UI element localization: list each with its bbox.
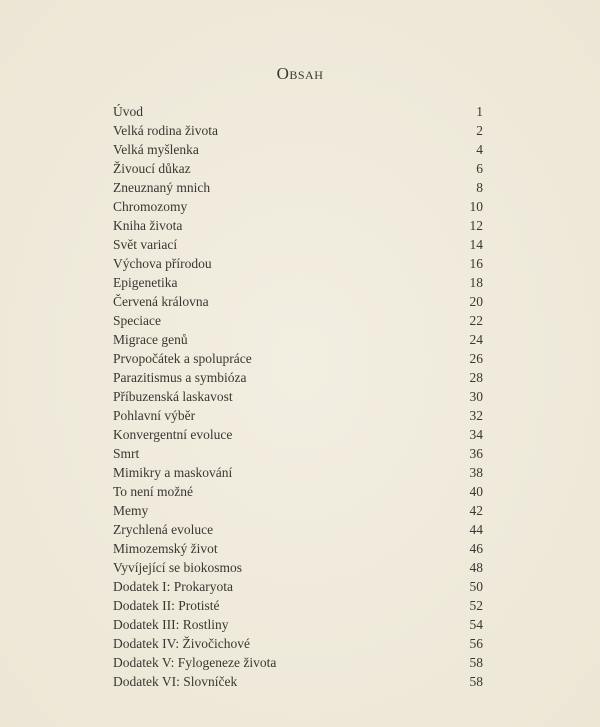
toc-entry-label: Migrace genů xyxy=(113,332,188,348)
toc-entry xyxy=(113,387,483,406)
toc-entry-page: 20 xyxy=(469,294,483,310)
toc-entry xyxy=(113,501,483,520)
toc-entry-label: Vyvíjející se biokosmos xyxy=(113,560,242,576)
toc-entry xyxy=(113,102,483,121)
toc-entry-label: Příbuzenská laskavost xyxy=(113,389,233,405)
toc-entry-label: Dodatek IV: Živočichové xyxy=(113,636,250,652)
toc-entry-page: 24 xyxy=(469,332,483,348)
toc-entry-page: 52 xyxy=(469,598,483,614)
toc-entry-label: Velká rodina života xyxy=(113,123,218,139)
toc-entry-page: 26 xyxy=(469,351,483,367)
toc-entry-page: 46 xyxy=(469,541,483,557)
toc-entry-page: 32 xyxy=(469,408,483,424)
toc-entry xyxy=(113,634,483,653)
toc-entry xyxy=(113,273,483,292)
toc-entry xyxy=(113,596,483,615)
toc-entry-label: Parazitismus a symbióza xyxy=(113,370,247,386)
toc-entry xyxy=(113,482,483,501)
toc-entry xyxy=(113,216,483,235)
page-title: Obsah xyxy=(276,64,324,83)
toc-entry-page: 8 xyxy=(476,180,483,196)
toc-entry-page: 58 xyxy=(469,655,483,671)
toc-entry-page: 58 xyxy=(469,674,483,690)
toc-entry xyxy=(113,444,483,463)
toc-entry-label: Červená královna xyxy=(113,294,209,310)
toc-entry-label: Speciace xyxy=(113,313,161,329)
toc-entry xyxy=(113,349,483,368)
toc-entry-label: Mimozemský život xyxy=(113,541,218,557)
toc-entry xyxy=(113,121,483,140)
toc-entry-label: To není možné xyxy=(113,484,194,500)
toc-entry-page: 6 xyxy=(476,161,483,177)
toc-entry-label: Zneuznaný mnich xyxy=(113,180,211,196)
toc-entry-page: 1 xyxy=(476,104,483,119)
table-of-contents xyxy=(113,102,483,691)
toc-entry-label: Dodatek V: Fylogeneze života xyxy=(113,655,277,671)
toc-entry-label: Velká myšlenka xyxy=(113,142,199,158)
toc-entry-page: 50 xyxy=(469,579,483,595)
toc-entry-label: Konvergentní evoluce xyxy=(113,427,233,443)
toc-entry-page: 36 xyxy=(469,446,483,462)
toc-entry-label: Smrt xyxy=(113,446,140,462)
toc-entry-page: 22 xyxy=(469,313,483,329)
toc-entry-page: 14 xyxy=(469,237,483,253)
toc-entry-page: 44 xyxy=(469,522,483,538)
toc-entry-label: Svět variací xyxy=(113,237,178,253)
toc-entry-page: 18 xyxy=(469,275,483,291)
toc-entry-page: 4 xyxy=(476,142,483,158)
toc-entry-label: Pohlavní výběr xyxy=(113,408,196,424)
toc-entry xyxy=(113,463,483,482)
toc-entry-label: Memy xyxy=(113,503,149,519)
toc-entry-page: 56 xyxy=(469,636,483,652)
toc-entry xyxy=(113,577,483,596)
toc-entry xyxy=(113,558,483,577)
toc-entry xyxy=(113,406,483,425)
toc-entry xyxy=(113,292,483,311)
toc-entry xyxy=(113,672,483,691)
toc-entry-label: Zrychlená evoluce xyxy=(113,522,214,538)
toc-entry xyxy=(113,140,483,159)
toc-entry-label: Prvopočátek a spolupráce xyxy=(113,351,252,367)
toc-entry-label: Dodatek I: Prokaryota xyxy=(113,579,233,595)
toc-entry xyxy=(113,653,483,672)
toc-entry xyxy=(113,159,483,178)
toc-entry xyxy=(113,178,483,197)
toc-entry-page: 12 xyxy=(469,218,483,234)
toc-entry-label: Mimikry a maskování xyxy=(113,465,233,481)
toc-entry-label: Dodatek III: Rostliny xyxy=(113,617,229,633)
toc-entry-label: Dodatek II: Protisté xyxy=(113,598,220,614)
toc-entry-page: 38 xyxy=(469,465,483,481)
toc-entry-label: Chromozomy xyxy=(113,199,188,215)
toc-entry xyxy=(113,425,483,444)
toc-entry xyxy=(113,254,483,273)
toc-entry-label: Dodatek VI: Slovníček xyxy=(113,674,238,690)
toc-entry xyxy=(113,539,483,558)
toc-entry-page: 2 xyxy=(476,123,483,139)
toc-entry-page: 34 xyxy=(469,427,483,443)
toc-entry-label: Úvod xyxy=(113,104,143,119)
toc-entry-page: 48 xyxy=(469,560,483,576)
toc-entry-label: Živoucí důkaz xyxy=(113,161,191,177)
toc-entry xyxy=(113,520,483,539)
toc-entry-label: Výchova přírodou xyxy=(113,256,212,272)
toc-entry-page: 10 xyxy=(469,199,483,215)
toc-entry xyxy=(113,330,483,349)
toc-entry-page: 40 xyxy=(469,484,483,500)
toc-entry xyxy=(113,615,483,634)
toc-entry-label: Epigenetika xyxy=(113,275,178,291)
toc-entry-page: 42 xyxy=(469,503,483,519)
toc-entry xyxy=(113,311,483,330)
toc-entry-page: 30 xyxy=(469,389,483,405)
toc-entry xyxy=(113,197,483,216)
toc-entry xyxy=(113,235,483,254)
toc-entry xyxy=(113,368,483,387)
toc-entry-page: 28 xyxy=(469,370,483,386)
toc-entry-page: 54 xyxy=(469,617,483,633)
toc-entry-label: Kniha života xyxy=(113,218,183,234)
toc-entry-page: 16 xyxy=(469,256,483,272)
